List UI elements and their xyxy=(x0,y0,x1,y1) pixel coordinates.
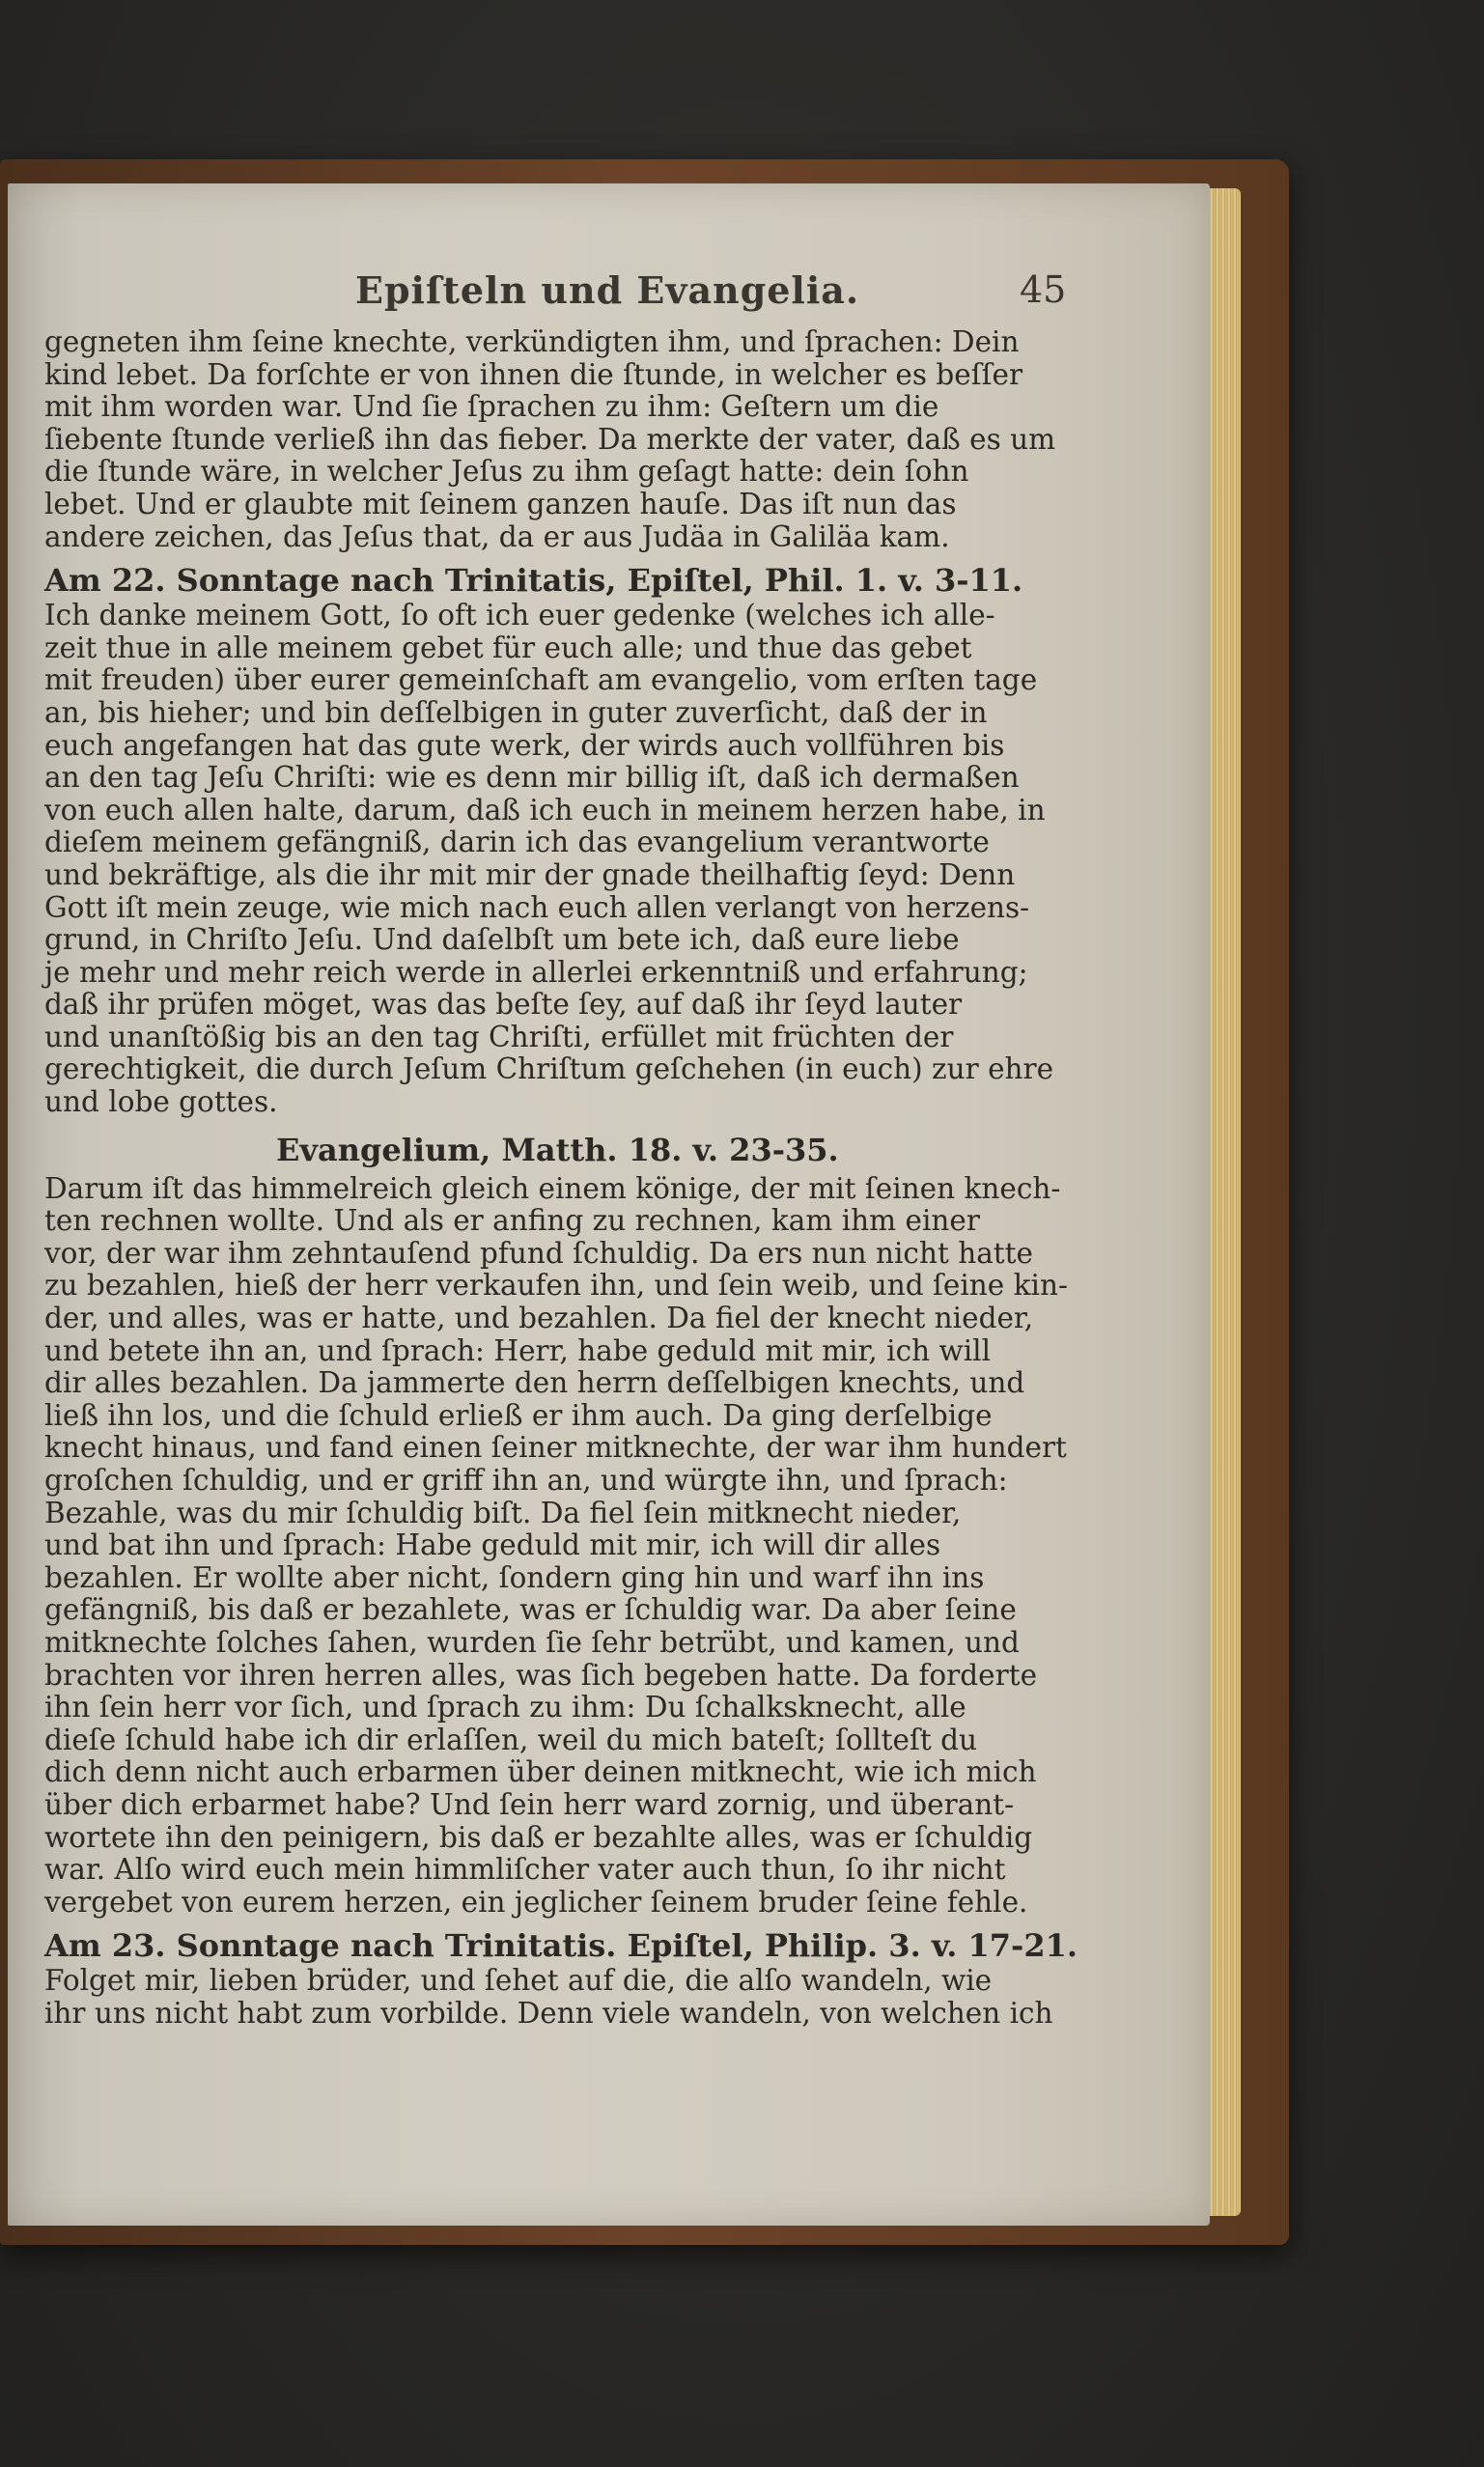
text-line: ihr uns nicht habt zum vorbilde. Denn viele wandeln, von welchen ich xyxy=(44,1996,1053,2030)
text-line: und bekräftige, als die ihr mit mir der gnade theilhaftig ſeyd: Denn xyxy=(44,857,1016,891)
text-line: bezahlen. Er wollte aber nicht, ſondern ging hin und warf ihn ins xyxy=(44,1560,985,1594)
section-heading-gospel: Evangelium, Matth. 18. v. 23-35. xyxy=(276,1131,839,1168)
text-line: Darum iſt das himmelreich gleich einem könige, der mit ſeinen knech- xyxy=(44,1171,1061,1205)
text-line: zu bezahlen, hieß der herr verkaufen ihn, und ſein weib, und ſeine kin- xyxy=(44,1269,1068,1303)
text-line: und bat ihn und ſprach: Habe geduld mit mir, ich will dir alles xyxy=(44,1528,941,1562)
text-line: zeit thue in alle meinem gebet für euch alle; und thue das gebet xyxy=(44,631,972,664)
text-line: kind lebet. Da forſchte er von ihnen die ſtunde, in welcher es beſſer xyxy=(44,357,1023,391)
section-heading-sunday-23: Am 23. Sonntage nach Trinitatis. Epiſtel, Philip. 3. v. 17-21. xyxy=(44,1927,1078,1965)
text-line: vergebet von eurem herzen, ein jeglicher ſeinem bruder ſeine fehle. xyxy=(44,1885,1028,1919)
text-line: und lobe gottes. xyxy=(44,1085,278,1119)
page-header xyxy=(8,268,1210,317)
text-line: dich denn nicht auch erbarmen über deinen mitknecht, wie ich mich xyxy=(44,1755,1037,1789)
book-page xyxy=(8,183,1210,2226)
text-line: war. Alſo wird euch mein himmliſcher vater auch thun, ſo ihr nicht xyxy=(44,1853,1006,1887)
gospel-paragraph xyxy=(44,1173,1073,1920)
text-line: gegneten ihm ſeine knechte, verkündigten ihm, und ſprachen: Dein xyxy=(44,325,1020,358)
text-line: knecht hinaus, und fand einen ſeiner mitknechte, der war ihm hundert xyxy=(44,1431,1067,1465)
text-line: ihn ſein herr vor ſich, und ſprach zu ihm: Du ſchalksknecht, alle xyxy=(44,1691,966,1724)
text-line: der, und alles, was er hatte, und bezahlen. Da fiel der knecht nieder, xyxy=(44,1302,1034,1335)
epistle-paragraph xyxy=(44,600,1073,1119)
text-line: von euch allen halte, darum, daß ich euch in meinem herzen habe, in xyxy=(44,793,1046,827)
page-body xyxy=(44,325,1078,2031)
text-line: gerechtigkeit, die durch Jeſum Chriſtum geſchehen (in euch) zur ehre xyxy=(44,1052,1054,1086)
epistle-paragraph xyxy=(44,1965,1073,2030)
text-line: lebet. Und er glaubte mit ſeinem ganzen hauſe. Das iſt nun das xyxy=(44,487,957,520)
text-line: je mehr und mehr reich werde in allerlei erkenntniß und erfahrung; xyxy=(44,955,1028,989)
text-line: dieſem meinem gefängniß, darin ich das evangelium verantworte xyxy=(44,826,990,859)
page-number: 45 xyxy=(1020,268,1067,311)
text-line: dir alles bezahlen. Da jammerte den herrn deſſelbigen knechts, und xyxy=(44,1366,1025,1400)
text-line: ſiebente ſtunde verließ ihn das fieber. Da merkte der vater, daß es um xyxy=(44,422,1056,456)
text-line: ließ ihn los, und die ſchuld erließ er ihm auch. Da ging derſelbige xyxy=(44,1398,993,1432)
text-line: mit ihm worden war. Und ſie ſprachen zu ihm: Geſtern um die xyxy=(44,390,939,424)
text-line: wortete ihn den peinigern, bis daß er bezahlte alles, was er ſchuldig xyxy=(44,1820,1033,1854)
text-line: und unanſtößig bis an den tag Chriſti, erfüllet mit früchten der xyxy=(44,1020,954,1053)
gospel-end-paragraph xyxy=(44,326,1073,553)
text-line: mitknechte ſolches ſahen, wurden ſie ſehr betrübt, und kamen, und xyxy=(44,1625,1020,1659)
text-line: Gott iſt mein zeuge, wie mich nach euch allen verlangt von herzens- xyxy=(44,890,1030,924)
text-line: andere zeichen, das Jeſus that, da er aus Judäa in Galiläa kam. xyxy=(44,519,950,553)
text-line: gefängniß, bis daß er bezahlete, was er ſchuldig war. Da aber ſeine xyxy=(44,1593,1017,1627)
text-line: an, bis hieher; und bin deſſelbigen in guter zuverſicht, daß der in xyxy=(44,695,988,729)
text-line: euch angefangen hat das gute werk, der wirds auch vollführen bis xyxy=(44,728,1005,762)
text-line: vor, der war ihm zehntauſend pfund ſchuldig. Da ers nun nicht hatte xyxy=(44,1236,1033,1270)
text-line: dieſe ſchuld habe ich dir erlaſſen, weil du mich bateſt; ſollteſt du xyxy=(44,1723,978,1756)
text-line: Folget mir, lieben brüder, und ſehet auf die, die alſo wandeln, wie xyxy=(44,1964,993,1998)
text-line: und betete ihn an, und ſprach: Herr, habe geduld mit mir, ich will xyxy=(44,1333,992,1367)
text-line: grund, in Chriſto Jeſu. Und daſelbſt um bete ich, daß eure liebe xyxy=(44,923,960,957)
text-line: daß ihr prüfen möget, was das beſte ſey, auf daß ihr ſeyd lauter xyxy=(44,988,963,1022)
text-line: die ſtunde wäre, in welcher Jeſus zu ihm geſagt hatte: dein ſohn xyxy=(44,455,969,489)
running-title: Epiſteln und Evangelia. xyxy=(355,268,860,312)
text-line: an den tag Jeſu Chriſti: wie es denn mir billig iſt, daß ich dermaßen xyxy=(44,761,1020,795)
text-line: ten rechnen wollte. Und als er anfing zu rechnen, kam ihm einer xyxy=(44,1204,980,1238)
text-line: mit freuden) über eurer gemeinſchaft am evangelio, vom erſten tage xyxy=(44,663,1038,697)
text-line: brachten vor ihren herren alles, was ſich begeben hatte. Da forderte xyxy=(44,1658,1038,1692)
section-heading-sunday-22: Am 22. Sonntage nach Trinitatis, Epiſtel, Phil. 1. v. 3-11. xyxy=(44,562,1023,600)
text-line: Bezahle, was du mir ſchuldig biſt. Da fiel ſein mitknecht nieder, xyxy=(44,1496,962,1529)
text-line: Ich danke meinem Gott, ſo oft ich euer gedenke (welches ich alle- xyxy=(44,599,995,632)
text-line: über dich erbarmet habe? Und ſein herr ward zornig, und überant- xyxy=(44,1787,1015,1821)
text-line: groſchen ſchuldig, und er griff ihn an, und würgte ihn, und ſprach: xyxy=(44,1464,1008,1497)
